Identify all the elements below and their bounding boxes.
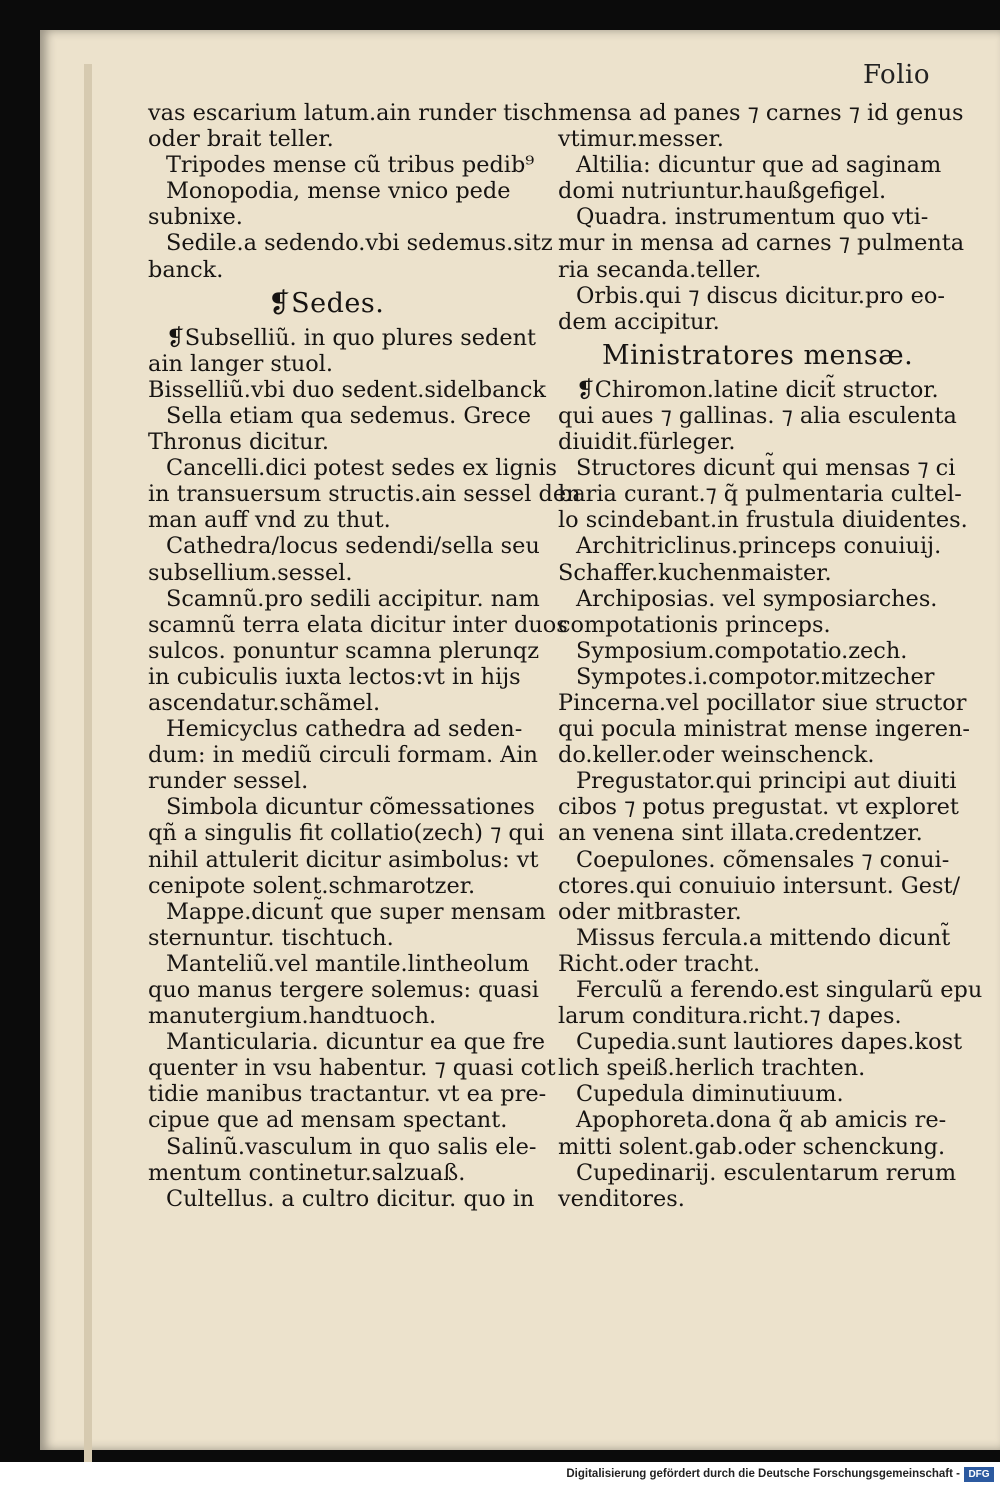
text-line: ctores.qui conuiuio intersunt. Gest/: [558, 872, 961, 899]
text-line: Schaffer.kuchenmaister.: [558, 559, 832, 586]
text-line: Scamnũ.pro sedili accipitur. nam: [166, 585, 540, 612]
text-line: cenipote solent.schmarotzer.: [148, 872, 476, 899]
text-line: subsellium.sessel.: [148, 559, 353, 586]
text-line: man auff vnd zu thut.: [148, 507, 391, 534]
text-line: Cultellus. a cultro dicitur. quo in: [166, 1185, 535, 1212]
text-line: Bisselliũ.vbi duo sedent.sidelbanck: [148, 376, 546, 403]
text-line: Hemicyclus cathedra ad seden-: [166, 716, 523, 743]
text-line: Sedile.a sedendo.vbi sedemus.sitz: [166, 230, 553, 257]
text-line: scamnũ terra elata dicitur inter duos: [148, 611, 568, 638]
text-line: tidie manibus tractantur. vt ea pre-: [148, 1081, 547, 1108]
text-line: an venena sint illata.credentzer.: [558, 820, 923, 847]
text-line: compotationis princeps.: [558, 611, 831, 638]
text-line: Cancelli.dici potest sedes ex lignis: [166, 455, 557, 482]
folio-header: Folio: [862, 60, 930, 90]
text-line: runder sessel.: [148, 768, 309, 795]
funding-notice: Digitalisierung gefördert durch die Deutsche Forschungsgemeinschaft -: [566, 1468, 960, 1480]
left-text-column: [148, 100, 581, 1212]
text-line: Pincerna.vel pocillator siue structor: [558, 689, 967, 716]
text-line: baria curant.⁊ q̃ pulmentaria cultel-: [558, 481, 962, 508]
text-line: Pregustator.qui principi aut diuiti: [576, 768, 957, 795]
text-line: Cathedra/locus sedendi/sella seu: [166, 533, 540, 560]
text-line: in transuersum structis.ain sessel den: [148, 481, 581, 508]
text-line: Orbis.qui ⁊ discus dicitur.pro eo-: [576, 282, 945, 309]
text-line: mitti solent.gab.oder schenckung.: [558, 1133, 946, 1160]
text-line: Missus fercula.a mittendo dicunt̃: [576, 924, 951, 951]
text-line: in cubiculis iuxta lectos:vt in hijs: [148, 663, 521, 690]
text-line: Thronus dicitur.: [148, 429, 329, 456]
text-line: Structores dicunt̃ qui mensas ⁊ ci: [576, 455, 956, 482]
text-line: oder brait teller.: [148, 126, 334, 153]
text-line: Cupedula diminutiuum.: [576, 1081, 844, 1108]
text-line: Altilia: dicuntur que ad saginam: [576, 152, 942, 179]
text-line: qui pocula ministrat mense ingeren-: [558, 716, 970, 743]
text-line: Simbola dicuntur cõmessationes: [166, 794, 535, 821]
text-line: lo scindebant.in frustula diuidentes.: [558, 507, 968, 534]
text-line: mentum continetur.salzuaß.: [148, 1159, 466, 1186]
text-line: qui aues ⁊ gallinas. ⁊ alia esculenta: [558, 402, 957, 429]
text-line: Architriclinus.princeps conuiuij.: [576, 533, 942, 560]
text-line: quenter in vsu habentur. ⁊ quasi cot: [148, 1055, 556, 1082]
text-line: qñ a singulis fit collatio(zech) ⁊ qui: [148, 820, 545, 847]
text-line: Coepulones. cõmensales ⁊ conui-: [576, 846, 950, 873]
text-line: vtimur.messer.: [558, 126, 724, 153]
text-line: cipue que ad mensam spectant.: [148, 1107, 508, 1134]
text-line: banck.: [148, 256, 224, 283]
text-line: sternuntur. tischtuch.: [148, 924, 394, 951]
text-line: Cupedinarij. esculentarum rerum: [576, 1159, 957, 1186]
text-line: nihil attulerit dicitur asimbolus: vt: [148, 846, 539, 873]
text-line: mensa ad panes ⁊ carnes ⁊ id genus: [558, 100, 964, 126]
text-line: ascendatur.schãmel.: [148, 689, 381, 716]
text-line: lich speiß.herlich trachten.: [558, 1055, 866, 1082]
text-line: ria secanda.teller.: [558, 256, 762, 283]
text-line: Quadra. instrumentum quo vti-: [576, 204, 929, 231]
text-line: Apophoreta.dona q̃ ab amicis re-: [576, 1107, 947, 1134]
text-line: sulcos. ponuntur scamna plerunqz: [148, 637, 540, 664]
text-line: Ferculũ a ferendo.est singularũ epu: [576, 977, 983, 1003]
text-line: diuidit.fürleger.: [558, 429, 736, 456]
text-line: Manteliũ.vel mantile.lintheolum: [166, 950, 530, 977]
text-line: venditores.: [558, 1185, 685, 1212]
page-edge: [84, 64, 92, 1476]
text-line: ❡Subselliũ. in quo plures sedent: [166, 324, 537, 351]
text-line: mur in mensa ad carnes ⁊ pulmenta: [558, 230, 965, 257]
text-line: dem accipitur.: [558, 308, 720, 335]
text-line: subnixe.: [148, 204, 243, 231]
text-line: Cupedia.sunt lautiores dapes.kost: [576, 1029, 963, 1056]
text-line: Richt.oder tracht.: [558, 950, 761, 977]
text-line: oder mitbraster.: [558, 898, 742, 925]
text-line: Mappe.dicunt̃ que super mensam: [166, 898, 546, 925]
text-line: Archiposias. vel symposiarches.: [576, 585, 938, 612]
text-line: Manticularia. dicuntur ea que fre: [166, 1029, 545, 1056]
text-line: Symposium.compotatio.zech.: [576, 637, 908, 664]
text-line: quo manus tergere solemus: quasi: [148, 977, 539, 1003]
text-line: ❡Chiromon.latine dicit̃ structor.: [576, 376, 939, 403]
text-line: ain langer stuol.: [148, 350, 334, 377]
text-line: domi nutriuntur.haußgefigel.: [558, 178, 887, 205]
right-text-column: [558, 100, 983, 1212]
section-heading: Ministratores mensæ.: [602, 339, 914, 371]
text-line: Sella etiam qua sedemus. Grece: [166, 402, 532, 429]
dfg-logo: DFG: [964, 1467, 994, 1482]
text-line: Salinũ.vasculum in quo salis ele-: [166, 1133, 537, 1160]
text-line: vas escarium latum.ain runder tisch: [148, 100, 558, 126]
text-line: dum: in mediũ circuli formam. Ain: [148, 742, 538, 769]
text-line: cibos ⁊ potus pregustat. vt exploret: [558, 794, 959, 821]
text-line: Sympotes.i.compotor.mitzecher: [576, 663, 935, 690]
section-heading: ❡Sedes.: [268, 287, 385, 319]
text-line: Tripodes mense cũ tribus pedib⁹: [166, 152, 535, 179]
text-line: larum conditura.richt.⁊ dapes.: [558, 1003, 902, 1030]
text-line: do.keller.oder weinschenck.: [558, 742, 875, 769]
footer-bar: [0, 1462, 1000, 1487]
text-line: manutergium.handtuoch.: [148, 1003, 437, 1030]
text-line: Monopodia, mense vnico pede: [166, 178, 511, 205]
